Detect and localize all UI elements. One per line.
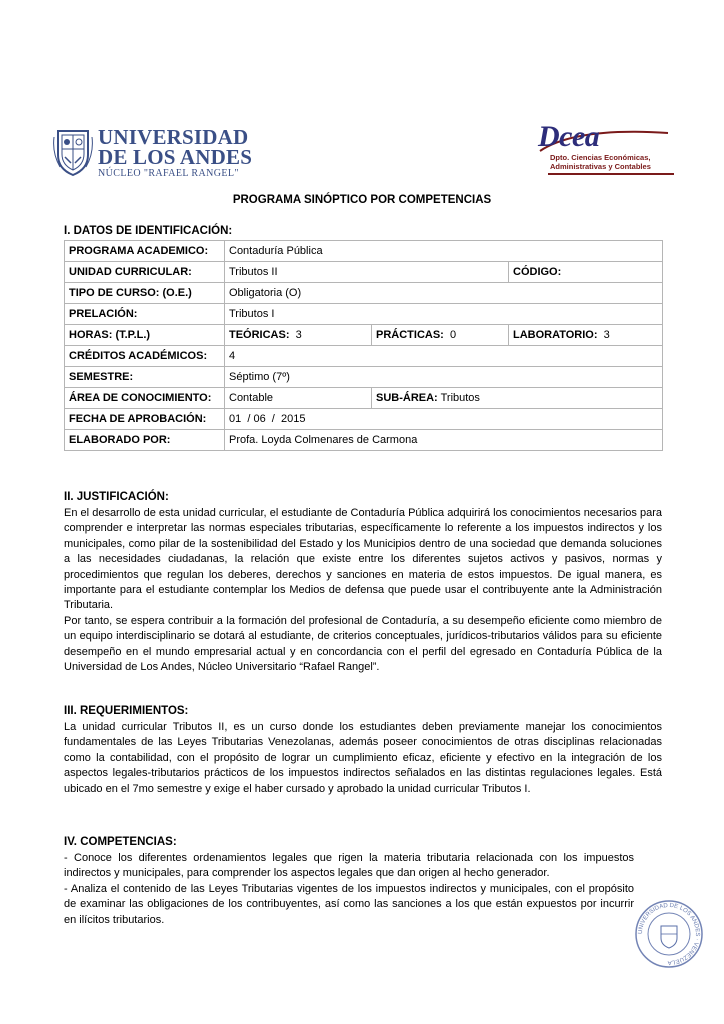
- tipo-value: Obligatoria (O): [225, 283, 663, 304]
- university-logo: [52, 127, 252, 179]
- university-name-line2: DE LOS ANDES: [98, 145, 253, 169]
- elaborado-value: Profa. Loyda Colmenares de Carmona: [225, 430, 663, 451]
- justification-paragraph-2: Por tanto, se espera contribuir a la formación del profesional de Contaduría, a su desempeño eficiente como miembro de un equipo interdisciplinario se dotará al estudiante, de criterios conceptuales, jurídicos-tributarios válidos para su eficiente desempeño en el mundo empresarial actual y en concordancia con el perfil del egresado en Contaduría Pública de la Universidad de Los Andes, Núcleo Universitario “Rafael Rangel”.: [64, 614, 662, 674]
- unidad-value: Tributos II: [225, 262, 509, 283]
- table-row: [65, 325, 663, 346]
- section-heading-identification: I. DATOS DE IDENTIFICACIÓN:: [64, 225, 233, 237]
- semestre-value: Séptimo (7º): [225, 367, 663, 388]
- department-name-line1: Dpto. Ciencias Económicas,: [550, 153, 651, 162]
- department-logo-mark: Dcea: [538, 120, 600, 153]
- creditos-value: 4: [225, 346, 663, 367]
- teoricas-label: TEÓRICAS:: [229, 329, 290, 341]
- department-logo: [536, 120, 686, 180]
- university-campus: NÚCLEO "RAFAEL RANGEL": [98, 168, 239, 179]
- programa-label: PROGRAMA ACADEMICO:: [65, 241, 225, 262]
- table-row: [65, 430, 663, 451]
- creditos-label: CRÉDITOS ACADÉMICOS:: [65, 346, 225, 367]
- stamp-text: UNIVERSIDAD DE LOS ANDES · VENEZUELA: [637, 902, 701, 966]
- laboratorio-cell: [509, 325, 663, 346]
- department-name-line2: Administrativas y Contables: [550, 162, 651, 171]
- table-row: [65, 367, 663, 388]
- practicas-cell: [372, 325, 509, 346]
- table-row: [65, 346, 663, 367]
- semestre-label: SEMESTRE:: [65, 367, 225, 388]
- teoricas-cell: [225, 325, 372, 346]
- table-row: [65, 409, 663, 430]
- ula-coat-of-arms-icon: [52, 127, 94, 177]
- teoricas-value: 3: [295, 329, 302, 341]
- section-heading-requirements: III. REQUERIMIENTOS:: [64, 705, 189, 717]
- competency-item: - Analiza el contenido de las Leyes Tributarias vigentes de los impuestos indirectos y municipales, con el propósito de examinar las obligaciones de los contribuyentes, así como las sanciones a los que están expuestos por incurrir en ilícitos tributarios.: [64, 882, 634, 926]
- area-value: Contable: [225, 388, 372, 409]
- practicas-label: PRÁCTICAS:: [376, 329, 444, 341]
- fecha-value: 01 / 06 / 2015: [225, 409, 663, 430]
- requirements-body: [64, 720, 662, 797]
- subarea-value: Tributos: [440, 392, 480, 404]
- elaborado-label: ELABORADO POR:: [65, 430, 225, 451]
- table-row: [65, 262, 663, 283]
- area-label: ÁREA DE CONOCIMIENTO:: [65, 388, 225, 409]
- table-row: [65, 283, 663, 304]
- tipo-label: TIPO DE CURSO: (O.E.): [65, 283, 225, 304]
- justification-body: [64, 506, 662, 675]
- competencies-body: [64, 851, 634, 928]
- table-row: [65, 388, 663, 409]
- identification-table: [64, 240, 663, 451]
- programa-value: Contaduría Pública: [225, 241, 663, 262]
- practicas-value: 0: [449, 329, 457, 341]
- subarea-cell: [372, 388, 663, 409]
- horas-label: HORAS: (T.P.L.): [65, 325, 225, 346]
- prelacion-label: PRELACIÓN:: [65, 304, 225, 325]
- unidad-label: UNIDAD CURRICULAR:: [65, 262, 225, 283]
- justification-paragraph-1: En el desarrollo de esta unidad curricular, el estudiante de Contaduría Pública adquirirá los conocimientos necesarios para comprender e interpretar las normas especiales tributarias, específicamente lo referente a los impuestos indirectos y los municipales, como pilar de la sostenibilidad del Estado y los Municipios dentro de una sociedad que demanda soluciones a las necesidades ciudadanas, la relación que existe entre los diferentes sujetos activos y pasivos, normas y procedimientos que regulan los deberes, derechos y sanciones en materia de estos impuestos. De igual manera, es importante para el estudiante contemplar los Medios de defensa que puede usar el contribuyente ante la Administración Tributaria.: [64, 507, 662, 612]
- document-title: PROGRAMA SINÓPTICO POR COMPETENCIAS: [232, 194, 492, 206]
- divider: [548, 173, 674, 175]
- table-row: [65, 304, 663, 325]
- competency-item: - Conoce los diferentes ordenamientos legales que rigen la materia tributaria relacionada con los impuestos indirectos y municipales, para comprender los aspectos legales que dan origen al hecho generador.: [64, 852, 634, 880]
- laboratorio-label: LABORATORIO:: [513, 329, 598, 341]
- requirements-paragraph: La unidad curricular Tributos II, es un curso donde los estudiantes deben previamente manejar los conocimientos fundamentales de las Leyes Tributarias Venezolanas, además poseer conocimientos de otras disciplinas relacionadas como la contabilidad, con el propósito de lograr un cumplimiento eficaz, eficiente y efectivo en la integración de los aspectos legales-tributarios prácticos de los impuestos indirectos señalados en las distintas regulaciones legales. Está ubicado en el 7mo semestre y exige el haber cursado y aprobado la unidad curricular Tributos I.: [64, 721, 662, 795]
- codigo-label: CÓDIGO:: [509, 262, 663, 283]
- section-heading-competencies: IV. COMPETENCIAS:: [64, 836, 177, 848]
- official-stamp-icon: [634, 898, 704, 970]
- table-row: [65, 241, 663, 262]
- subarea-label: SUB-ÁREA:: [376, 392, 438, 404]
- section-heading-justification: II. JUSTIFICACIÓN:: [64, 491, 169, 503]
- prelacion-value: Tributos I: [225, 304, 663, 325]
- fecha-label: FECHA DE APROBACIÓN:: [65, 409, 225, 430]
- university-name-line1: UNIVERSIDAD: [98, 125, 249, 149]
- laboratorio-value: 3: [603, 329, 610, 341]
